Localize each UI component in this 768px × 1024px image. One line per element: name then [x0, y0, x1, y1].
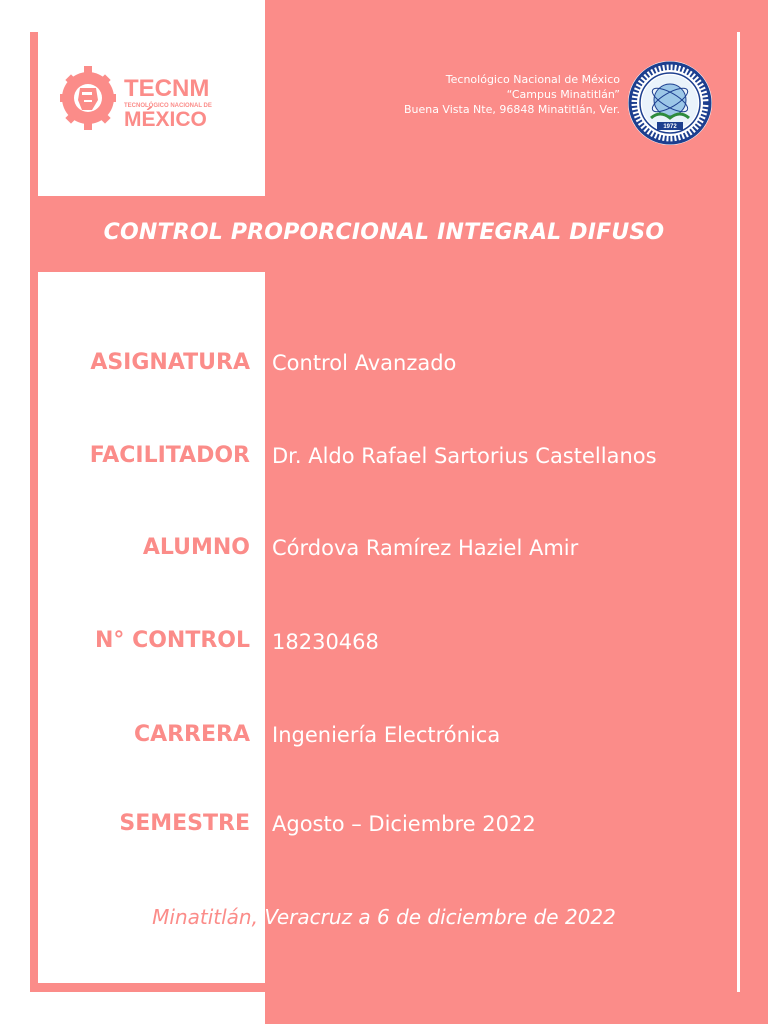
label-semestre: SEMESTRE	[119, 811, 250, 836]
value-facilitador: Dr. Aldo Rafael Sartorius Castellanos	[272, 444, 657, 468]
label-alumno: ALUMNO	[142, 535, 250, 560]
frame-divider	[737, 32, 740, 992]
svg-text:MÉXICO: MÉXICO	[124, 108, 207, 131]
footer-date-text: Veracruz a 6 de diciembre de 2022	[257, 905, 616, 929]
label-facilitador: FACILITADOR	[89, 443, 250, 468]
svg-text:TECNM: TECNM	[124, 75, 210, 102]
label-asignatura: ASIGNATURA	[90, 350, 250, 375]
footer-place: Minatitlán,	[152, 905, 258, 929]
value-control-number: 18230468	[272, 630, 379, 654]
label-carrera: CARRERA	[133, 722, 250, 747]
institute-seal-icon	[627, 60, 713, 146]
footer-date	[30, 905, 738, 929]
campus-name: “Campus Minatitlán”	[506, 88, 620, 101]
value-semestre: Agosto – Diciembre 2022	[272, 812, 536, 836]
institution-name: Tecnológico Nacional de México	[445, 73, 620, 86]
institution-info	[300, 72, 620, 117]
tecnm-logo	[58, 52, 228, 144]
svg-text:1972: 1972	[663, 124, 677, 130]
document-title: CONTROL PROPORCIONAL INTEGRAL DIFUSO	[103, 220, 665, 245]
value-carrera: Ingeniería Electrónica	[272, 723, 501, 747]
value-alumno: Córdova Ramírez Haziel Amir	[272, 536, 579, 560]
institution-address: Buena Vista Nte, 96848 Minatitlán, Ver.	[403, 103, 620, 116]
svg-text:TECNOLÓGICO NACIONAL DE: TECNOLÓGICO NACIONAL DE	[124, 103, 212, 109]
label-control-number: N° CONTROL	[95, 628, 250, 653]
value-asignatura: Control Avanzado	[272, 351, 457, 375]
